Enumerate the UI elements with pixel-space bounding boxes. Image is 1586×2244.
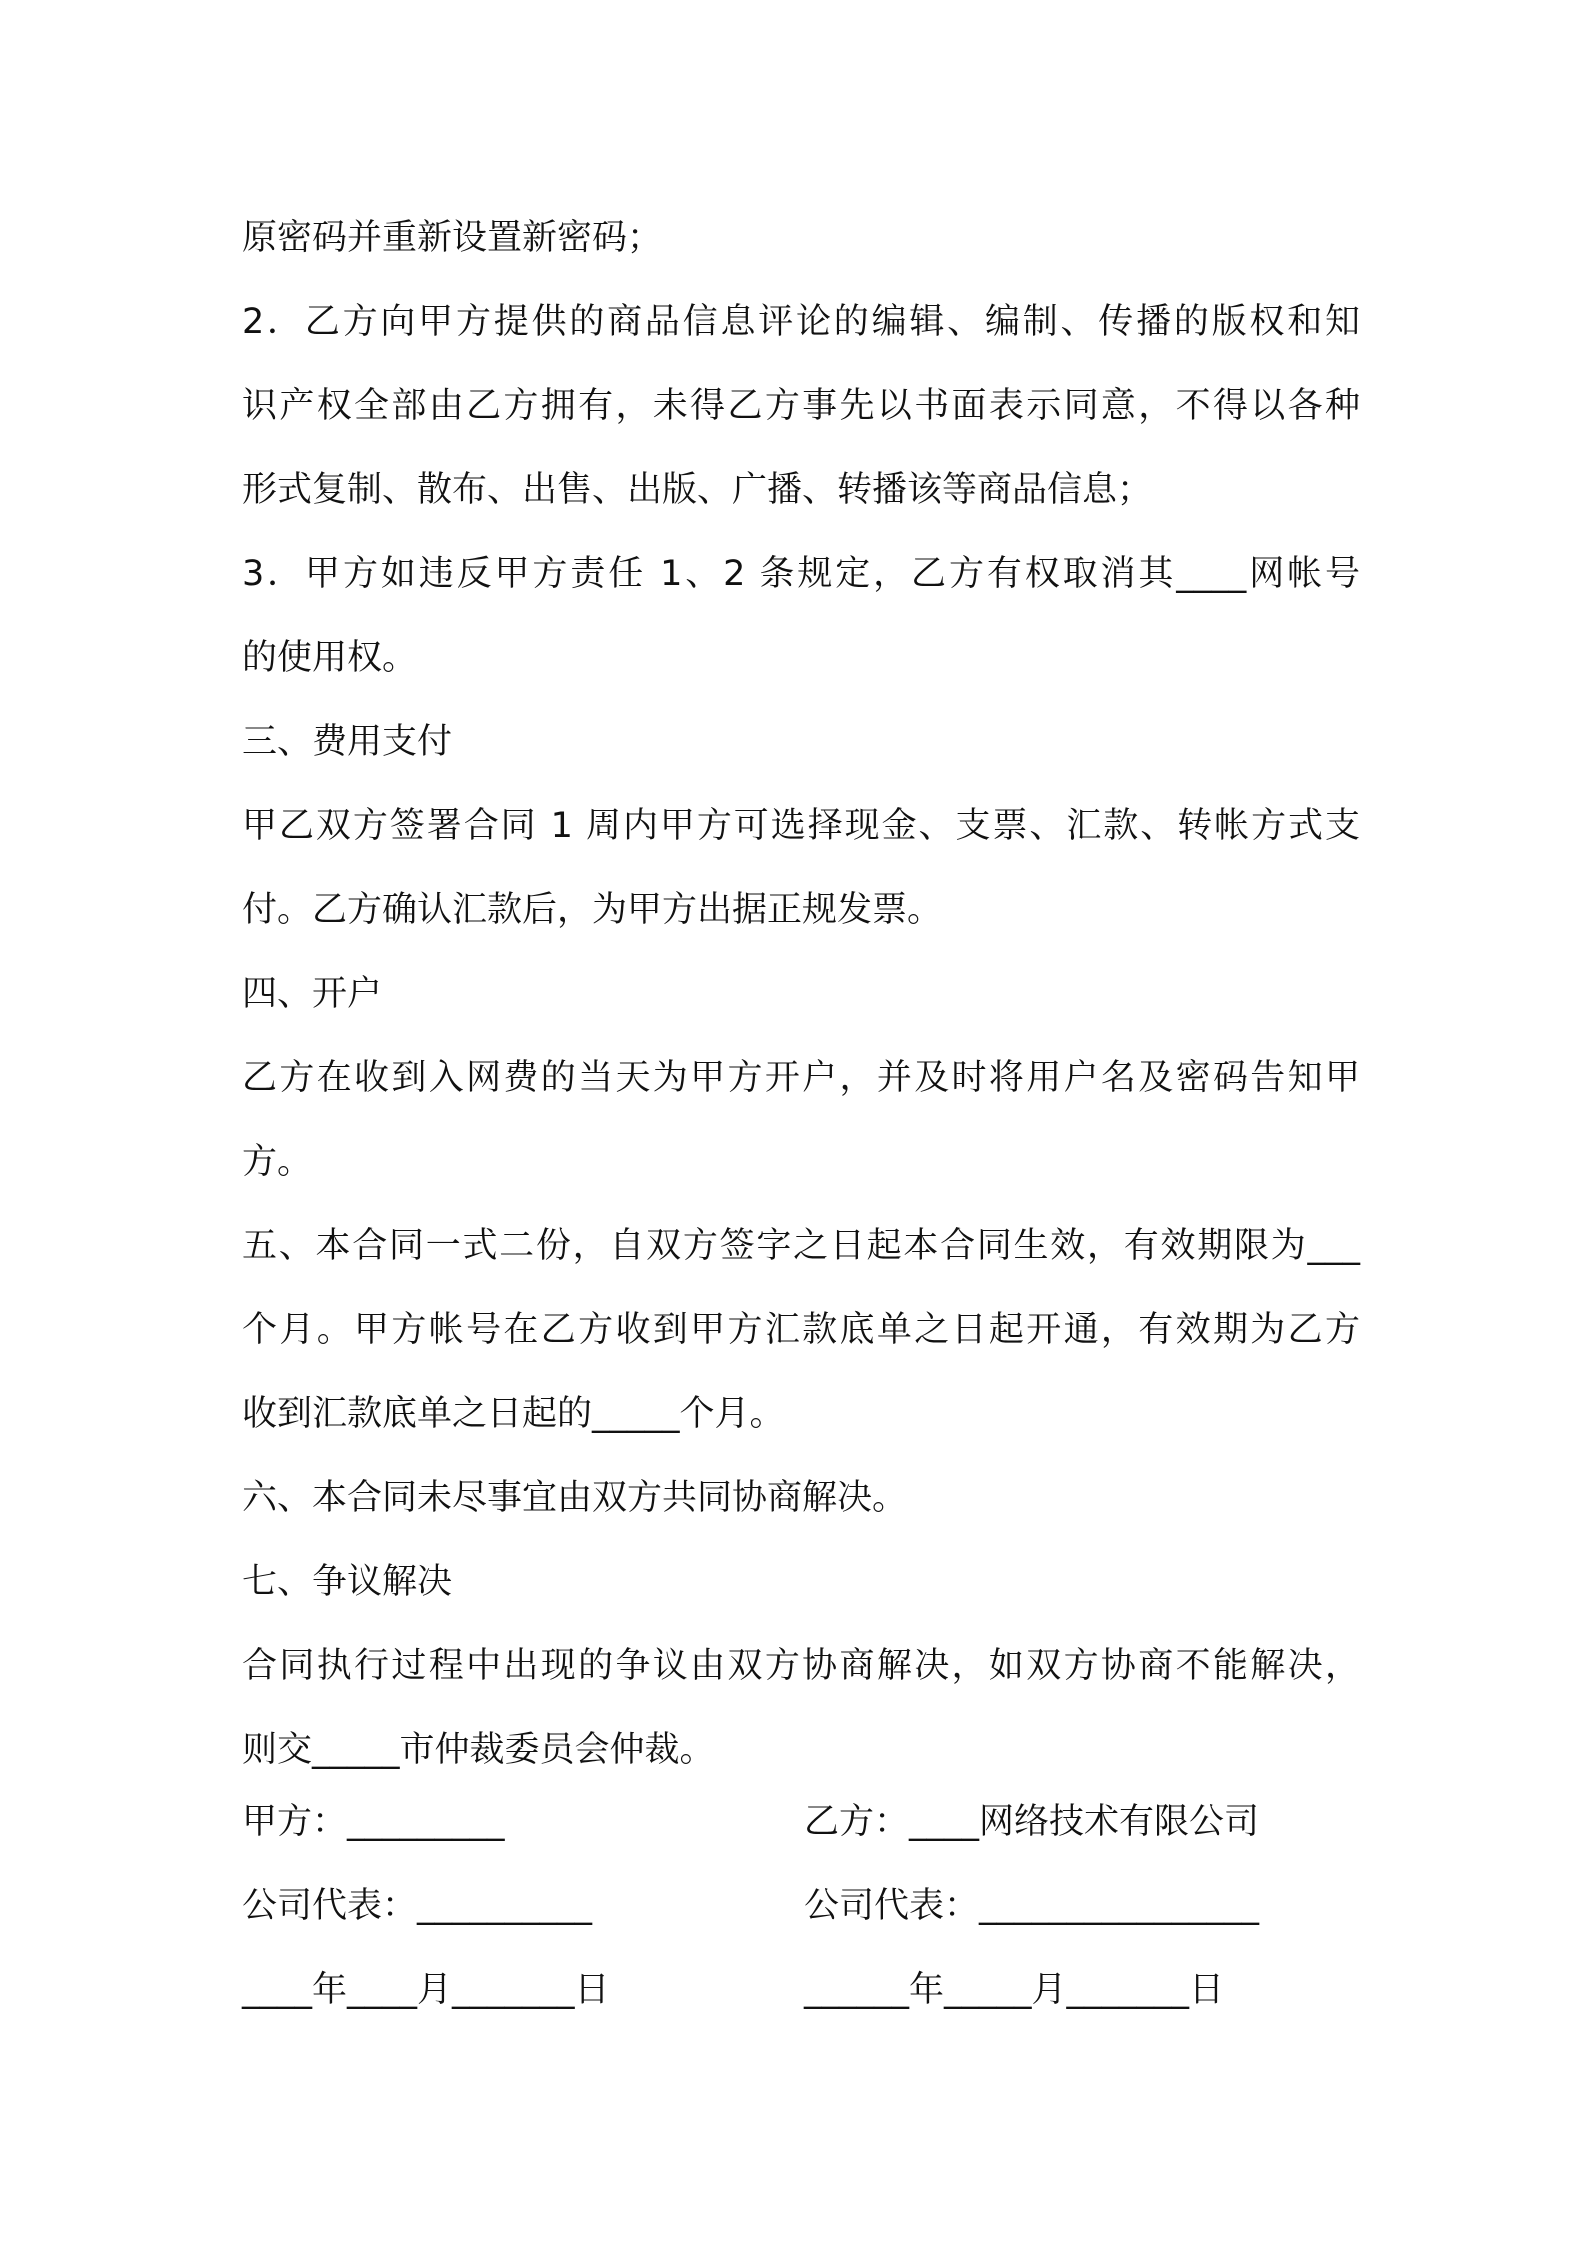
text-line: 2．乙方向甲方提供的商品信息评论的编辑、编制、传播的版权和知: [242, 302, 1360, 342]
text-line: 合同执行过程中出现的争议由双方协商解决，如双方协商不能解决，: [242, 1646, 1360, 1686]
party-b-label: 乙方：____网络技术有限公司: [804, 1802, 1260, 1842]
party-a-label: 甲方：_________: [242, 1802, 505, 1842]
section-heading-account: 四、开户: [242, 974, 383, 1014]
text-line: 则交_____市仲裁委员会仲裁。: [242, 1730, 715, 1770]
section-heading-misc: 六、本合同未尽事宜由双方共同协商解决。: [242, 1478, 908, 1518]
text-line: 个月。甲方帐号在乙方收到甲方汇款底单之日起开通，有效期为乙方: [242, 1310, 1360, 1350]
signature-block: [242, 1780, 1360, 2032]
text-line: 收到汇款底单之日起的_____个月。: [242, 1394, 785, 1434]
text-line: 五、本合同一式二份，自双方签字之日起本合同生效，有效期限为___: [242, 1226, 1360, 1266]
text-line: 识产权全部由乙方拥有，未得乙方事先以书面表示同意，不得以各种: [242, 386, 1360, 426]
section-heading-dispute: 七、争议解决: [242, 1562, 453, 1602]
section-heading-fees: 三、费用支付: [242, 722, 453, 762]
contract-body: [242, 196, 1360, 1792]
text-line: 方。: [242, 1142, 313, 1182]
text-line: 甲乙双方签署合同 1 周内甲方可选择现金、支票、汇款、转帐方式支: [242, 806, 1360, 846]
text-line: 形式复制、散布、出售、出版、广播、转播该等商品信息；: [242, 470, 1153, 510]
party-b-representative: 公司代表：________________: [804, 1886, 1260, 1926]
text-line: 原密码并重新设置新密码；: [242, 218, 663, 258]
text-line: 乙方在收到入网费的当天为甲方开户，并及时将用户名及密码告知甲: [242, 1058, 1360, 1098]
signature-row-parties: [242, 1780, 1360, 1864]
party-a-representative: 公司代表：__________: [242, 1886, 593, 1926]
party-b-date: ______年_____月_______日: [804, 1970, 1225, 2010]
text-line: 3．甲方如违反甲方责任 1、2 条规定，乙方有权取消其____网帐号: [242, 554, 1360, 594]
signature-row-dates: [242, 1948, 1360, 2032]
text-line: 付。乙方确认汇款后，为甲方出据正规发票。: [242, 890, 943, 930]
signature-row-representatives: [242, 1864, 1360, 1948]
party-a-date: ____年____月_______日: [242, 1970, 610, 2010]
text-line: 的使用权。: [242, 638, 418, 678]
